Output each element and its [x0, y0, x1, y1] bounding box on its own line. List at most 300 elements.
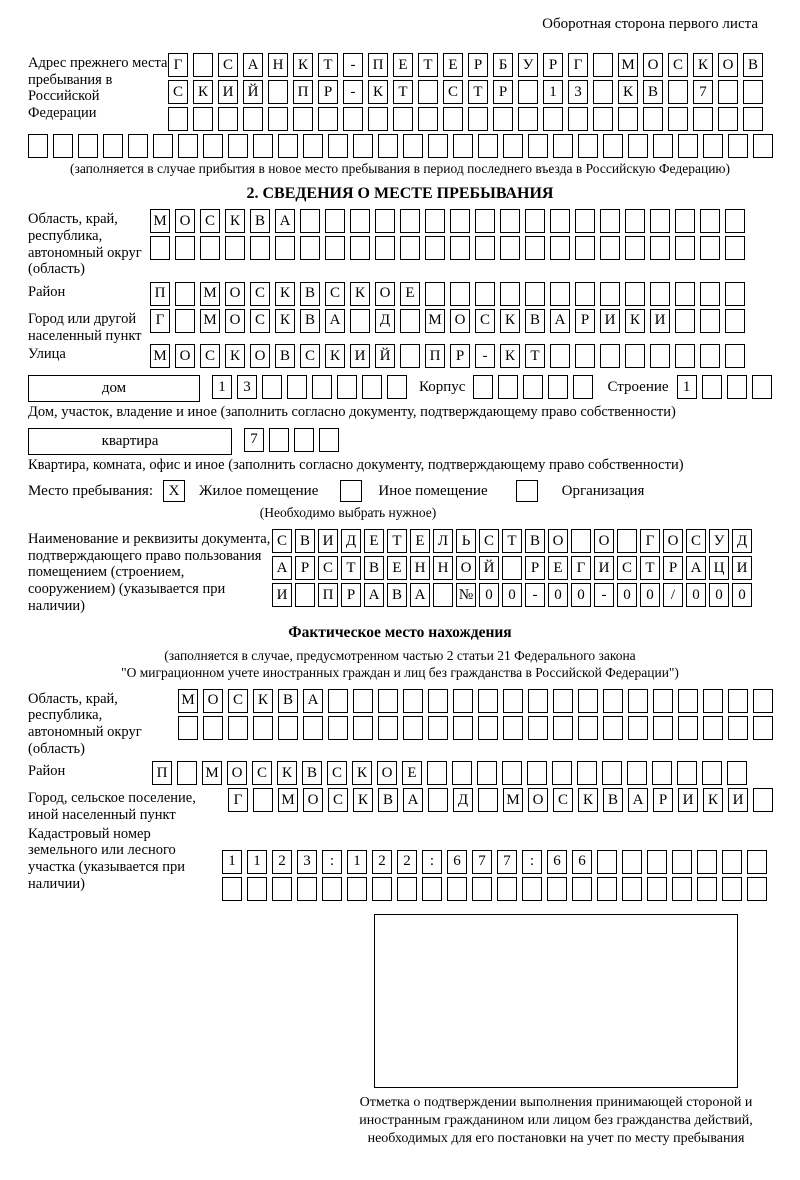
char-cell[interactable] — [378, 689, 398, 713]
char-cell[interactable]: Т — [640, 556, 660, 580]
char-cell[interactable] — [600, 209, 620, 233]
char-cell[interactable]: Д — [732, 529, 752, 553]
char-cell[interactable] — [568, 107, 588, 131]
char-cell[interactable]: В — [300, 309, 320, 333]
char-cell[interactable]: О — [225, 309, 245, 333]
char-cell[interactable]: О — [303, 788, 323, 812]
char-cell[interactable]: К — [350, 282, 370, 306]
char-cell[interactable]: Р — [543, 53, 563, 77]
char-cell[interactable] — [177, 761, 197, 785]
char-cell[interactable]: 6 — [572, 850, 592, 874]
char-cell[interactable] — [218, 107, 238, 131]
char-cell[interactable]: 0 — [571, 583, 591, 607]
char-cell[interactable]: 0 — [479, 583, 499, 607]
char-cell[interactable] — [443, 107, 463, 131]
char-cell[interactable] — [678, 134, 698, 158]
char-cell[interactable]: Р — [318, 80, 338, 104]
char-cell[interactable] — [477, 761, 497, 785]
char-cell[interactable]: Т — [341, 556, 361, 580]
char-cell[interactable]: О — [528, 788, 548, 812]
char-cell[interactable]: 7 — [244, 428, 264, 452]
char-cell[interactable]: О — [203, 689, 223, 713]
char-cell[interactable]: К — [293, 53, 313, 77]
char-cell[interactable]: С — [479, 529, 499, 553]
char-cell[interactable]: И — [594, 556, 614, 580]
char-cell[interactable]: Р — [450, 344, 470, 368]
char-cell[interactable]: В — [275, 344, 295, 368]
char-cell[interactable]: М — [200, 309, 220, 333]
char-cell[interactable]: О — [250, 344, 270, 368]
char-cell[interactable] — [400, 209, 420, 233]
char-cell[interactable] — [753, 788, 773, 812]
char-cell[interactable] — [702, 761, 722, 785]
char-cell[interactable] — [593, 80, 613, 104]
char-cell[interactable]: И — [732, 556, 752, 580]
char-cell[interactable] — [647, 877, 667, 901]
char-cell[interactable] — [672, 850, 692, 874]
char-cell[interactable]: Г — [568, 53, 588, 77]
char-cell[interactable] — [453, 689, 473, 713]
char-cell[interactable] — [628, 134, 648, 158]
char-cell[interactable]: 3 — [297, 850, 317, 874]
char-cell[interactable] — [452, 761, 472, 785]
char-cell[interactable] — [600, 344, 620, 368]
char-cell[interactable]: Р — [341, 583, 361, 607]
char-cell[interactable] — [697, 877, 717, 901]
char-cell[interactable]: Р — [575, 309, 595, 333]
char-cell[interactable]: Р — [663, 556, 683, 580]
char-cell[interactable] — [525, 236, 545, 260]
char-cell[interactable]: С — [327, 761, 347, 785]
char-cell[interactable] — [453, 134, 473, 158]
char-cell[interactable]: М — [200, 282, 220, 306]
char-cell[interactable] — [675, 236, 695, 260]
char-cell[interactable] — [575, 282, 595, 306]
char-cell[interactable]: 1 — [247, 850, 267, 874]
char-cell[interactable] — [403, 689, 423, 713]
char-cell[interactable]: К — [368, 80, 388, 104]
char-cell[interactable] — [403, 134, 423, 158]
char-cell[interactable]: 0 — [732, 583, 752, 607]
char-cell[interactable]: 0 — [502, 583, 522, 607]
char-cell[interactable]: О — [225, 282, 245, 306]
char-cell[interactable]: С — [328, 788, 348, 812]
char-cell[interactable] — [600, 236, 620, 260]
char-cell[interactable] — [275, 236, 295, 260]
char-cell[interactable] — [250, 236, 270, 260]
char-cell[interactable]: К — [618, 80, 638, 104]
char-cell[interactable] — [597, 877, 617, 901]
char-cell[interactable] — [425, 282, 445, 306]
char-cell[interactable]: В — [295, 529, 315, 553]
char-cell[interactable] — [393, 107, 413, 131]
char-cell[interactable]: П — [425, 344, 445, 368]
char-cell[interactable] — [375, 236, 395, 260]
char-cell[interactable]: С — [318, 556, 338, 580]
char-cell[interactable] — [400, 309, 420, 333]
char-cell[interactable] — [653, 689, 673, 713]
char-cell[interactable] — [350, 309, 370, 333]
char-cell[interactable]: Т — [502, 529, 522, 553]
char-cell[interactable] — [293, 107, 313, 131]
char-cell[interactable] — [253, 788, 273, 812]
char-cell[interactable] — [53, 134, 73, 158]
char-cell[interactable] — [625, 344, 645, 368]
char-cell[interactable]: А — [272, 556, 292, 580]
char-cell[interactable] — [571, 529, 591, 553]
char-cell[interactable] — [652, 761, 672, 785]
char-cell[interactable]: Б — [493, 53, 513, 77]
char-cell[interactable] — [337, 375, 357, 399]
char-cell[interactable] — [428, 716, 448, 740]
char-cell[interactable] — [700, 344, 720, 368]
char-cell[interactable]: М — [150, 344, 170, 368]
char-cell[interactable]: А — [325, 309, 345, 333]
char-cell[interactable]: Г — [168, 53, 188, 77]
char-cell[interactable]: К — [578, 788, 598, 812]
char-cell[interactable]: К — [500, 344, 520, 368]
char-cell[interactable] — [500, 236, 520, 260]
char-cell[interactable]: Т — [525, 344, 545, 368]
char-cell[interactable]: 0 — [640, 583, 660, 607]
char-cell[interactable] — [727, 761, 747, 785]
char-cell[interactable]: И — [350, 344, 370, 368]
char-cell[interactable] — [628, 689, 648, 713]
char-cell[interactable]: А — [550, 309, 570, 333]
char-cell[interactable] — [128, 134, 148, 158]
char-cell[interactable] — [253, 134, 273, 158]
char-cell[interactable] — [225, 236, 245, 260]
char-cell[interactable]: И — [218, 80, 238, 104]
char-cell[interactable] — [700, 209, 720, 233]
char-cell[interactable] — [678, 716, 698, 740]
char-cell[interactable] — [553, 716, 573, 740]
char-cell[interactable]: П — [318, 583, 338, 607]
char-cell[interactable] — [475, 236, 495, 260]
char-cell[interactable] — [350, 209, 370, 233]
char-cell[interactable] — [353, 716, 373, 740]
char-cell[interactable] — [28, 134, 48, 158]
char-cell[interactable] — [722, 850, 742, 874]
char-cell[interactable] — [675, 344, 695, 368]
char-cell[interactable]: С — [300, 344, 320, 368]
char-cell[interactable]: О — [718, 53, 738, 77]
char-cell[interactable] — [718, 80, 738, 104]
char-cell[interactable]: Й — [375, 344, 395, 368]
char-cell[interactable] — [502, 556, 522, 580]
char-cell[interactable]: К — [703, 788, 723, 812]
char-cell[interactable] — [700, 282, 720, 306]
char-cell[interactable]: А — [403, 788, 423, 812]
char-cell[interactable] — [668, 80, 688, 104]
char-cell[interactable] — [203, 716, 223, 740]
char-cell[interactable] — [725, 282, 745, 306]
char-cell[interactable]: Т — [418, 53, 438, 77]
char-cell[interactable]: К — [625, 309, 645, 333]
char-cell[interactable] — [552, 761, 572, 785]
char-cell[interactable] — [550, 344, 570, 368]
char-cell[interactable]: В — [603, 788, 623, 812]
char-cell[interactable]: 0 — [548, 583, 568, 607]
char-cell[interactable] — [498, 375, 518, 399]
char-cell[interactable] — [428, 788, 448, 812]
char-cell[interactable] — [425, 209, 445, 233]
char-cell[interactable] — [468, 107, 488, 131]
char-cell[interactable]: П — [293, 80, 313, 104]
char-cell[interactable] — [618, 107, 638, 131]
char-cell[interactable]: С — [250, 309, 270, 333]
char-cell[interactable] — [625, 209, 645, 233]
char-cell[interactable]: 1 — [222, 850, 242, 874]
char-cell[interactable] — [478, 689, 498, 713]
char-cell[interactable]: К — [353, 788, 373, 812]
char-cell[interactable]: С — [200, 209, 220, 233]
char-cell[interactable] — [677, 761, 697, 785]
char-cell[interactable] — [743, 80, 763, 104]
char-cell[interactable] — [522, 877, 542, 901]
char-cell[interactable]: 2 — [397, 850, 417, 874]
char-cell[interactable]: Т — [318, 53, 338, 77]
char-cell[interactable]: М — [150, 209, 170, 233]
char-cell[interactable]: П — [150, 282, 170, 306]
char-cell[interactable]: - — [343, 80, 363, 104]
char-cell[interactable] — [78, 134, 98, 158]
char-cell[interactable] — [725, 309, 745, 333]
char-cell[interactable]: 1 — [347, 850, 367, 874]
char-cell[interactable]: Р — [468, 53, 488, 77]
char-cell[interactable] — [603, 716, 623, 740]
char-cell[interactable]: С — [200, 344, 220, 368]
char-cell[interactable] — [222, 877, 242, 901]
char-cell[interactable] — [403, 716, 423, 740]
char-cell[interactable] — [350, 236, 370, 260]
char-cell[interactable] — [295, 583, 315, 607]
char-cell[interactable] — [600, 282, 620, 306]
char-cell[interactable]: Е — [393, 53, 413, 77]
char-cell[interactable]: И — [272, 583, 292, 607]
char-cell[interactable] — [725, 344, 745, 368]
char-cell[interactable] — [675, 209, 695, 233]
char-cell[interactable] — [675, 282, 695, 306]
char-cell[interactable] — [168, 107, 188, 131]
char-cell[interactable] — [528, 134, 548, 158]
char-cell[interactable]: У — [518, 53, 538, 77]
char-cell[interactable] — [752, 375, 772, 399]
char-cell[interactable]: В — [387, 583, 407, 607]
char-cell[interactable] — [728, 716, 748, 740]
char-cell[interactable]: А — [628, 788, 648, 812]
char-cell[interactable]: 1 — [543, 80, 563, 104]
char-cell[interactable]: О — [377, 761, 397, 785]
char-cell[interactable] — [287, 375, 307, 399]
char-cell[interactable]: Р — [653, 788, 673, 812]
char-cell[interactable] — [353, 134, 373, 158]
char-cell[interactable] — [647, 850, 667, 874]
char-cell[interactable]: 6 — [447, 850, 467, 874]
char-cell[interactable]: 1 — [677, 375, 697, 399]
char-cell[interactable] — [725, 209, 745, 233]
char-cell[interactable] — [525, 282, 545, 306]
char-cell[interactable] — [503, 134, 523, 158]
char-cell[interactable]: 0 — [617, 583, 637, 607]
char-cell[interactable]: Е — [443, 53, 463, 77]
char-cell[interactable] — [722, 877, 742, 901]
char-cell[interactable]: О — [594, 529, 614, 553]
char-cell[interactable] — [650, 344, 670, 368]
char-cell[interactable]: О — [375, 282, 395, 306]
char-cell[interactable] — [728, 689, 748, 713]
char-cell[interactable]: 0 — [686, 583, 706, 607]
char-cell[interactable] — [303, 716, 323, 740]
char-cell[interactable] — [593, 107, 613, 131]
char-cell[interactable]: К — [193, 80, 213, 104]
char-cell[interactable]: С — [250, 282, 270, 306]
char-cell[interactable]: К — [225, 209, 245, 233]
stay-type-checkbox-other[interactable] — [340, 480, 362, 502]
char-cell[interactable] — [653, 134, 673, 158]
char-cell[interactable]: И — [678, 788, 698, 812]
char-cell[interactable]: С — [475, 309, 495, 333]
char-cell[interactable] — [593, 53, 613, 77]
char-cell[interactable]: Г — [640, 529, 660, 553]
char-cell[interactable]: 2 — [372, 850, 392, 874]
char-cell[interactable] — [387, 375, 407, 399]
char-cell[interactable]: Е — [402, 761, 422, 785]
char-cell[interactable] — [228, 134, 248, 158]
char-cell[interactable] — [725, 236, 745, 260]
char-cell[interactable]: - — [594, 583, 614, 607]
char-cell[interactable] — [397, 877, 417, 901]
char-cell[interactable]: М — [425, 309, 445, 333]
char-cell[interactable]: - — [475, 344, 495, 368]
char-cell[interactable] — [175, 282, 195, 306]
char-cell[interactable]: Т — [387, 529, 407, 553]
char-cell[interactable] — [418, 107, 438, 131]
char-cell[interactable]: С — [443, 80, 463, 104]
char-cell[interactable]: С — [617, 556, 637, 580]
char-cell[interactable]: О — [227, 761, 247, 785]
char-cell[interactable]: Л — [433, 529, 453, 553]
char-cell[interactable]: Н — [268, 53, 288, 77]
char-cell[interactable]: К — [277, 761, 297, 785]
char-cell[interactable] — [675, 309, 695, 333]
char-cell[interactable]: О — [663, 529, 683, 553]
char-cell[interactable]: А — [686, 556, 706, 580]
char-cell[interactable]: М — [618, 53, 638, 77]
char-cell[interactable] — [617, 529, 637, 553]
char-cell[interactable]: Т — [468, 80, 488, 104]
char-cell[interactable]: 0 — [709, 583, 729, 607]
char-cell[interactable] — [672, 877, 692, 901]
char-cell[interactable] — [578, 134, 598, 158]
char-cell[interactable] — [553, 689, 573, 713]
char-cell[interactable]: 6 — [547, 850, 567, 874]
char-cell[interactable] — [577, 761, 597, 785]
char-cell[interactable]: Ь — [456, 529, 476, 553]
char-cell[interactable] — [428, 134, 448, 158]
char-cell[interactable]: С — [252, 761, 272, 785]
char-cell[interactable] — [193, 107, 213, 131]
char-cell[interactable] — [428, 689, 448, 713]
char-cell[interactable] — [447, 877, 467, 901]
char-cell[interactable] — [668, 107, 688, 131]
char-cell[interactable]: Г — [228, 788, 248, 812]
char-cell[interactable] — [328, 134, 348, 158]
char-cell[interactable]: К — [693, 53, 713, 77]
char-cell[interactable] — [728, 134, 748, 158]
char-cell[interactable]: И — [728, 788, 748, 812]
char-cell[interactable] — [502, 761, 522, 785]
char-cell[interactable] — [178, 716, 198, 740]
char-cell[interactable]: Р — [525, 556, 545, 580]
char-cell[interactable]: В — [378, 788, 398, 812]
char-cell[interactable] — [653, 716, 673, 740]
char-cell[interactable]: Е — [400, 282, 420, 306]
char-cell[interactable]: В — [525, 309, 545, 333]
char-cell[interactable] — [575, 209, 595, 233]
char-cell[interactable]: М — [178, 689, 198, 713]
char-cell[interactable] — [247, 877, 267, 901]
char-cell[interactable] — [550, 209, 570, 233]
char-cell[interactable]: Д — [375, 309, 395, 333]
char-cell[interactable] — [269, 428, 289, 452]
char-cell[interactable] — [319, 428, 339, 452]
char-cell[interactable] — [303, 134, 323, 158]
stay-type-checkbox-organization[interactable] — [516, 480, 538, 502]
char-cell[interactable]: К — [225, 344, 245, 368]
char-cell[interactable] — [628, 716, 648, 740]
char-cell[interactable] — [497, 877, 517, 901]
char-cell[interactable] — [500, 209, 520, 233]
char-cell[interactable]: С — [272, 529, 292, 553]
char-cell[interactable]: С — [168, 80, 188, 104]
char-cell[interactable]: И — [650, 309, 670, 333]
char-cell[interactable]: В — [525, 529, 545, 553]
char-cell[interactable]: Е — [387, 556, 407, 580]
char-cell[interactable] — [268, 107, 288, 131]
char-cell[interactable] — [622, 877, 642, 901]
char-cell[interactable] — [262, 375, 282, 399]
char-cell[interactable] — [475, 282, 495, 306]
char-cell[interactable] — [178, 134, 198, 158]
char-cell[interactable] — [375, 209, 395, 233]
char-cell[interactable]: А — [364, 583, 384, 607]
char-cell[interactable] — [228, 716, 248, 740]
char-cell[interactable]: А — [410, 583, 430, 607]
char-cell[interactable] — [343, 107, 363, 131]
char-cell[interactable]: И — [600, 309, 620, 333]
char-cell[interactable]: А — [243, 53, 263, 77]
char-cell[interactable] — [753, 716, 773, 740]
char-cell[interactable] — [575, 236, 595, 260]
char-cell[interactable] — [193, 53, 213, 77]
char-cell[interactable] — [553, 134, 573, 158]
char-cell[interactable]: Ц — [709, 556, 729, 580]
char-cell[interactable]: О — [548, 529, 568, 553]
char-cell[interactable] — [478, 134, 498, 158]
char-cell[interactable]: У — [709, 529, 729, 553]
char-cell[interactable] — [518, 107, 538, 131]
char-cell[interactable] — [322, 877, 342, 901]
char-cell[interactable] — [153, 134, 173, 158]
char-cell[interactable]: - — [525, 583, 545, 607]
char-cell[interactable]: Й — [243, 80, 263, 104]
char-cell[interactable] — [547, 877, 567, 901]
char-cell[interactable] — [328, 689, 348, 713]
char-cell[interactable] — [427, 761, 447, 785]
char-cell[interactable] — [422, 877, 442, 901]
char-cell[interactable] — [718, 107, 738, 131]
